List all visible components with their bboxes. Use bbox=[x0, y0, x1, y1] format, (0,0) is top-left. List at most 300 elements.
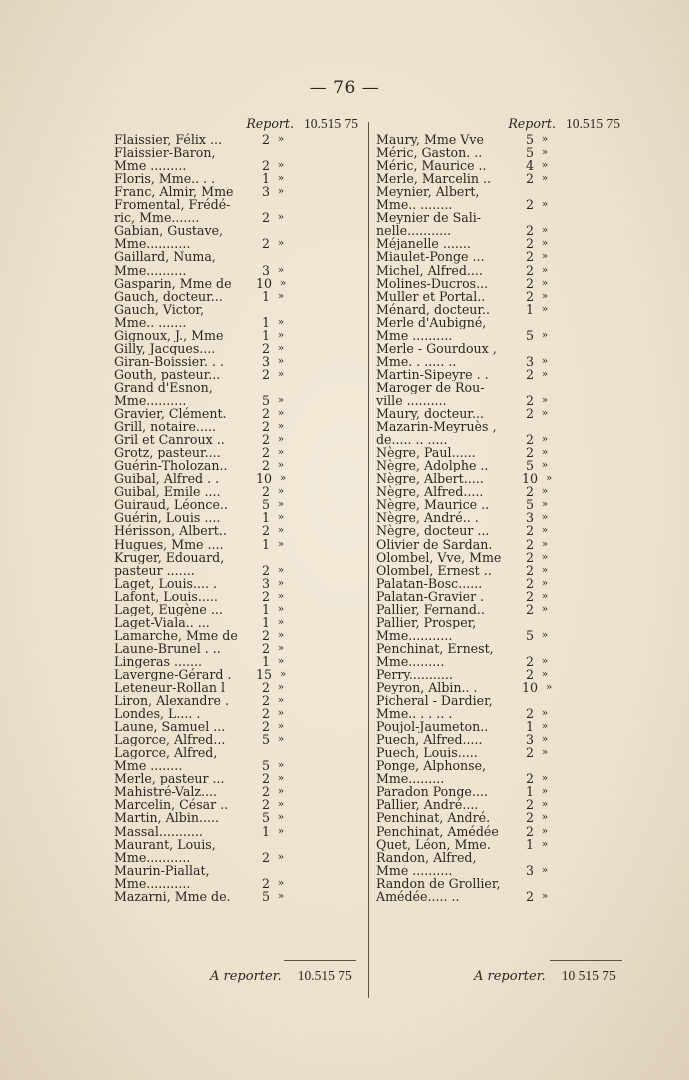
centimes-mark bbox=[534, 616, 556, 629]
list-item bbox=[376, 707, 620, 720]
subscriber-name: Mme. . ..... .. bbox=[376, 354, 457, 368]
right-column bbox=[376, 117, 620, 903]
donation-amount: 5 bbox=[261, 810, 270, 826]
donation-amount: 2 bbox=[261, 158, 270, 174]
donation-amount: 2 bbox=[525, 484, 534, 500]
donation-amount: 2 bbox=[525, 666, 534, 682]
list-item bbox=[114, 811, 362, 824]
list-item bbox=[114, 237, 362, 250]
subscriber-name: Mahistré-Valz.... bbox=[114, 785, 217, 799]
subscriber-name: Palatan-Bosc...... bbox=[376, 576, 483, 590]
list-item bbox=[376, 838, 620, 851]
donation-amount: 2 bbox=[525, 223, 534, 239]
subscriber-name: Mme........... bbox=[376, 628, 453, 642]
centimes-mark: » bbox=[541, 602, 549, 615]
total-rule-right bbox=[550, 960, 622, 961]
subscriber-name: Flaissier, Félix ... bbox=[114, 133, 223, 147]
centimes-mark: » bbox=[541, 224, 549, 237]
list-item bbox=[114, 707, 362, 720]
list-item bbox=[114, 329, 362, 342]
donation-amount: 2 bbox=[525, 588, 534, 604]
carry-total: 10.515 75 bbox=[297, 968, 352, 983]
centimes-mark: » bbox=[277, 615, 285, 628]
report-total: 10.515 75 bbox=[304, 116, 358, 131]
centimes-mark bbox=[534, 642, 556, 655]
donation-amount: 2 bbox=[525, 236, 534, 252]
centimes-mark: » bbox=[277, 576, 285, 589]
subscriber-name: Pallier, André.... bbox=[376, 798, 479, 812]
list-item bbox=[376, 290, 620, 303]
donation-amount: 5 bbox=[525, 145, 534, 161]
list-item bbox=[114, 694, 362, 707]
list-item bbox=[114, 551, 362, 564]
centimes-mark: » bbox=[277, 159, 285, 172]
centimes-mark: » bbox=[541, 367, 549, 380]
list-item bbox=[114, 655, 362, 668]
donation-amount: 2 bbox=[525, 575, 534, 591]
subscriber-name: Penchinat, Amédée bbox=[376, 824, 499, 838]
donation-amount: 3 bbox=[525, 732, 534, 748]
donation-amount bbox=[522, 316, 534, 329]
list-item bbox=[376, 407, 620, 420]
donation-amount: 5 bbox=[525, 132, 534, 148]
list-item bbox=[376, 198, 620, 211]
subscriber-name: Grotz, pasteur.... bbox=[114, 446, 221, 460]
subscriber-name: Méric, Gaston. .. bbox=[376, 146, 483, 160]
list-item bbox=[376, 368, 620, 381]
subscriber-name: Nègre, docteur ... bbox=[376, 524, 490, 538]
subscriber-name: Mme ......... bbox=[114, 159, 187, 173]
centimes-mark: » bbox=[277, 589, 285, 602]
donation-amount: 5 bbox=[525, 458, 534, 474]
donation-amount: 10 bbox=[256, 275, 273, 291]
list-item bbox=[114, 746, 362, 759]
left-column bbox=[114, 117, 362, 903]
list-item bbox=[376, 538, 620, 551]
subscriber-name: Merle, pasteur ... bbox=[114, 772, 225, 786]
donation-amount: 1 bbox=[525, 836, 534, 852]
subscriber-name: Mme......... bbox=[376, 772, 445, 786]
donation-amount: 2 bbox=[525, 653, 534, 669]
donation-amount: 2 bbox=[525, 406, 534, 422]
centimes-mark: » bbox=[277, 694, 285, 707]
subscriber-name: Maurin-Piallat, bbox=[114, 863, 210, 877]
subscriber-name: Marcelin, César .. bbox=[114, 798, 229, 812]
centimes-mark: » bbox=[277, 772, 285, 785]
centimes-mark: » bbox=[277, 850, 285, 863]
donation-amount: 2 bbox=[261, 588, 270, 604]
subscriber-name: Gasparin, Mme de bbox=[114, 276, 232, 290]
centimes-mark bbox=[534, 420, 556, 433]
centimes-mark: » bbox=[277, 315, 285, 328]
donation-amount: 3 bbox=[525, 510, 534, 526]
list-item bbox=[114, 798, 362, 811]
list-item bbox=[114, 446, 362, 459]
donation-amount: 2 bbox=[525, 523, 534, 539]
subscriber-list-left bbox=[114, 133, 362, 903]
list-item bbox=[114, 564, 362, 577]
report-line-left bbox=[114, 117, 362, 130]
centimes-mark bbox=[270, 303, 292, 316]
centimes-mark: » bbox=[541, 889, 549, 902]
list-item bbox=[114, 733, 362, 746]
centimes-mark: » bbox=[277, 446, 285, 459]
donation-amount bbox=[256, 551, 270, 564]
donation-amount bbox=[256, 250, 270, 263]
subscriber-name: Pallier, Prosper, bbox=[376, 615, 477, 629]
subscriber-name: Martin, Albin..... bbox=[114, 811, 219, 825]
subscriber-name: Maury, Mme Vve bbox=[376, 133, 484, 147]
list-item bbox=[114, 538, 362, 551]
centimes-mark bbox=[534, 877, 556, 890]
centimes-mark: » bbox=[277, 628, 285, 641]
subscriber-name: Guibal, Emile .... bbox=[114, 485, 221, 499]
centimes-mark: » bbox=[541, 172, 549, 185]
donation-amount: 2 bbox=[261, 640, 270, 656]
subscriber-name: Nègre, Maurice .. bbox=[376, 498, 490, 512]
donation-amount: 2 bbox=[261, 236, 270, 252]
centimes-mark: » bbox=[277, 602, 285, 615]
subscriber-name: Mme .......... bbox=[376, 328, 453, 342]
list-item bbox=[114, 146, 362, 159]
list-item bbox=[376, 864, 620, 877]
centimes-mark: » bbox=[541, 263, 549, 276]
subscriber-name: Nègre, Paul...... bbox=[376, 446, 476, 460]
donation-amount: 2 bbox=[261, 849, 270, 865]
centimes-mark: » bbox=[277, 654, 285, 667]
subscriber-name: Gouth, pasteur... bbox=[114, 367, 221, 381]
donation-amount: 2 bbox=[261, 693, 270, 709]
donation-amount: 1 bbox=[261, 314, 270, 330]
list-item bbox=[114, 316, 362, 329]
list-item bbox=[376, 524, 620, 537]
donation-amount: 1 bbox=[261, 653, 270, 669]
list-item bbox=[114, 472, 362, 485]
centimes-mark bbox=[270, 198, 292, 211]
donation-amount: 2 bbox=[525, 171, 534, 187]
subscriber-name: nelle........... bbox=[376, 224, 452, 238]
centimes-mark bbox=[534, 185, 556, 198]
list-item bbox=[376, 185, 620, 198]
centimes-mark: » bbox=[277, 172, 285, 185]
donation-amount: 2 bbox=[525, 810, 534, 826]
subscriber-name: Olivier de Sardan. bbox=[376, 537, 493, 551]
list-item bbox=[114, 890, 362, 903]
list-item bbox=[376, 616, 620, 629]
donation-amount: 3 bbox=[261, 184, 270, 200]
subscriber-name: Randon de Grollier, bbox=[376, 876, 501, 890]
list-item bbox=[376, 564, 620, 577]
list-item bbox=[376, 694, 620, 707]
donation-amount: 2 bbox=[525, 823, 534, 839]
list-item bbox=[114, 290, 362, 303]
donation-amount: 2 bbox=[525, 197, 534, 213]
centimes-mark: » bbox=[277, 707, 285, 720]
subscriber-name: Gravier, Clément. bbox=[114, 407, 227, 421]
donation-amount: 2 bbox=[261, 419, 270, 435]
subscriber-name: Michel, Alfred.... bbox=[376, 263, 483, 277]
list-item bbox=[376, 211, 620, 224]
subscriber-name: Gril et Canroux .. bbox=[114, 433, 225, 447]
list-item bbox=[376, 264, 620, 277]
donation-amount: 4 bbox=[525, 158, 534, 174]
centimes-mark: » bbox=[279, 276, 287, 289]
list-item bbox=[114, 511, 362, 524]
carry-forward-left bbox=[210, 968, 352, 984]
centimes-mark: » bbox=[279, 667, 287, 680]
centimes-mark: » bbox=[277, 889, 285, 902]
centimes-mark: » bbox=[541, 654, 549, 667]
list-item bbox=[114, 407, 362, 420]
subscriber-name: Mme........... bbox=[114, 850, 191, 864]
subscriber-name: Palatan-Gravier . bbox=[376, 589, 485, 603]
subscriber-name: Lafont, Louis..... bbox=[114, 589, 218, 603]
centimes-mark: » bbox=[277, 511, 285, 524]
donation-amount: 2 bbox=[261, 680, 270, 696]
subscriber-name: ric, Mme....... bbox=[114, 211, 200, 225]
list-item bbox=[114, 498, 362, 511]
centimes-mark bbox=[270, 224, 292, 237]
donation-amount: 2 bbox=[525, 432, 534, 448]
report-label: Report. bbox=[246, 116, 294, 131]
subscriber-name: Guérin, Louis .... bbox=[114, 511, 221, 525]
centimes-mark: » bbox=[541, 159, 549, 172]
centimes-mark: » bbox=[277, 485, 285, 498]
centimes-mark: » bbox=[541, 250, 549, 263]
list-item bbox=[376, 420, 620, 433]
list-item bbox=[114, 877, 362, 890]
subscriber-name: Liron, Alexandre . bbox=[114, 694, 229, 708]
centimes-mark: » bbox=[277, 563, 285, 576]
donation-amount: 2 bbox=[525, 706, 534, 722]
centimes-mark bbox=[534, 316, 556, 329]
list-item bbox=[376, 472, 620, 485]
centimes-mark: » bbox=[277, 876, 285, 889]
subscriber-name: Mme......... bbox=[376, 654, 445, 668]
list-item bbox=[114, 381, 362, 394]
centimes-mark bbox=[270, 838, 292, 851]
list-item bbox=[376, 303, 620, 316]
centimes-mark: » bbox=[541, 289, 549, 302]
centimes-mark bbox=[534, 342, 556, 355]
report-line-right bbox=[376, 117, 620, 130]
subscriber-name: Laget, Louis.... . bbox=[114, 576, 218, 590]
list-item bbox=[114, 133, 362, 146]
centimes-mark: » bbox=[545, 681, 553, 694]
list-item bbox=[114, 759, 362, 772]
list-item bbox=[114, 264, 362, 277]
donation-amount: 1 bbox=[261, 601, 270, 617]
donation-amount: 1 bbox=[525, 784, 534, 800]
centimes-mark: » bbox=[541, 407, 549, 420]
list-item bbox=[114, 825, 362, 838]
donation-amount: 2 bbox=[525, 745, 534, 761]
list-item bbox=[114, 394, 362, 407]
carry-forward-right bbox=[474, 968, 616, 984]
donation-amount bbox=[522, 342, 534, 355]
donation-amount: 3 bbox=[525, 353, 534, 369]
donation-amount: 10 bbox=[522, 680, 539, 696]
centimes-mark: » bbox=[545, 472, 553, 485]
centimes-mark: » bbox=[541, 511, 549, 524]
centimes-mark: » bbox=[541, 393, 549, 406]
donation-amount: 10 bbox=[522, 471, 539, 487]
centimes-mark: » bbox=[277, 733, 285, 746]
donation-amount: 1 bbox=[261, 327, 270, 343]
centimes-mark: » bbox=[277, 537, 285, 550]
donation-amount: 2 bbox=[525, 366, 534, 382]
centimes-mark: » bbox=[277, 367, 285, 380]
list-item bbox=[376, 224, 620, 237]
donation-amount: 2 bbox=[525, 288, 534, 304]
donation-amount: 2 bbox=[261, 340, 270, 356]
donation-amount: 2 bbox=[525, 536, 534, 552]
subscriber-name: Gaillard, Numa, bbox=[114, 250, 216, 264]
subscriber-name: Londes, L.... . bbox=[114, 707, 201, 721]
donation-amount: 1 bbox=[261, 510, 270, 526]
donation-amount: 2 bbox=[261, 706, 270, 722]
donation-amount bbox=[522, 616, 534, 629]
centimes-mark: » bbox=[541, 485, 549, 498]
centimes-mark: » bbox=[277, 263, 285, 276]
centimes-mark: » bbox=[541, 628, 549, 641]
subscriber-name: Ponge, Alphonse, bbox=[376, 759, 487, 773]
list-item bbox=[114, 524, 362, 537]
list-item bbox=[376, 759, 620, 772]
centimes-mark: » bbox=[541, 785, 549, 798]
centimes-mark: » bbox=[541, 720, 549, 733]
subscriber-name: Lagorce, Alfred... bbox=[114, 733, 226, 747]
donation-amount: 3 bbox=[261, 353, 270, 369]
list-item bbox=[114, 211, 362, 224]
subscriber-name: Maurant, Louis, bbox=[114, 837, 216, 851]
centimes-mark bbox=[270, 551, 292, 564]
list-item bbox=[114, 250, 362, 263]
donation-amount: 5 bbox=[525, 497, 534, 513]
subscriber-name: pasteur ....... bbox=[114, 563, 195, 577]
list-item bbox=[376, 433, 620, 446]
donation-amount bbox=[522, 851, 534, 864]
subscriber-name: Maroger de Rou- bbox=[376, 380, 485, 394]
subscriber-name: Peyron, Albin.. . bbox=[376, 681, 478, 695]
list-item bbox=[376, 446, 620, 459]
donation-amount: 1 bbox=[525, 301, 534, 317]
subscriber-name: Guibal, Alfred . . bbox=[114, 472, 220, 486]
centimes-mark: » bbox=[277, 459, 285, 472]
list-item bbox=[114, 342, 362, 355]
centimes-mark: » bbox=[541, 811, 549, 824]
centimes-mark: » bbox=[277, 211, 285, 224]
total-rule-left bbox=[284, 960, 356, 961]
centimes-mark: » bbox=[541, 746, 549, 759]
centimes-mark: » bbox=[277, 289, 285, 302]
donation-amount: 2 bbox=[261, 484, 270, 500]
donation-amount: 3 bbox=[261, 575, 270, 591]
subscriber-name: Lamarche, Mme de bbox=[114, 628, 238, 642]
donation-amount: 2 bbox=[261, 627, 270, 643]
subscriber-name: Miaulet-Ponge ... bbox=[376, 250, 485, 264]
subscriber-name: Mme........... bbox=[114, 876, 191, 890]
centimes-mark: » bbox=[277, 185, 285, 198]
report-label: Report. bbox=[508, 116, 556, 131]
list-item bbox=[114, 864, 362, 877]
centimes-mark: » bbox=[541, 837, 549, 850]
list-item bbox=[114, 642, 362, 655]
centimes-mark: » bbox=[277, 798, 285, 811]
centimes-mark bbox=[270, 746, 292, 759]
donation-amount: 2 bbox=[525, 275, 534, 291]
centimes-mark: » bbox=[541, 133, 549, 146]
list-item bbox=[376, 511, 620, 524]
subscriber-name: Quet, Léon, Mme. bbox=[376, 837, 491, 851]
centimes-mark: » bbox=[279, 472, 287, 485]
subscriber-name: Grill, notaire..... bbox=[114, 420, 216, 434]
centimes-mark: » bbox=[541, 276, 549, 289]
subscriber-name: Merle d'Aubigné, bbox=[376, 315, 487, 329]
subscriber-name: Martin-Sipeyre . . bbox=[376, 367, 489, 381]
list-item bbox=[376, 551, 620, 564]
centimes-mark: » bbox=[541, 563, 549, 576]
list-item bbox=[376, 485, 620, 498]
centimes-mark: » bbox=[277, 133, 285, 146]
list-item bbox=[376, 851, 620, 864]
carry-label: A reporter. bbox=[474, 969, 546, 984]
subscriber-name: Gabian, Gustave, bbox=[114, 224, 224, 238]
list-item bbox=[376, 798, 620, 811]
list-item bbox=[114, 629, 362, 642]
list-item bbox=[114, 485, 362, 498]
centimes-mark bbox=[534, 694, 556, 707]
subscriber-name: Mme ........ bbox=[114, 759, 183, 773]
subscriber-name: Franc, Almir, Mme bbox=[114, 185, 234, 199]
centimes-mark: » bbox=[541, 824, 549, 837]
list-item bbox=[114, 159, 362, 172]
donation-amount: 2 bbox=[261, 406, 270, 422]
centimes-mark: » bbox=[277, 498, 285, 511]
donation-amount: 2 bbox=[525, 249, 534, 265]
list-item bbox=[114, 681, 362, 694]
subscriber-name: Paradon Ponge.... bbox=[376, 785, 488, 799]
subscriber-name: Méric, Maurice .. bbox=[376, 159, 487, 173]
list-item bbox=[376, 733, 620, 746]
centimes-mark: » bbox=[541, 433, 549, 446]
list-item bbox=[376, 316, 620, 329]
subscriber-name: Laune, Samuel ... bbox=[114, 720, 226, 734]
centimes-mark: » bbox=[541, 667, 549, 680]
list-item bbox=[114, 198, 362, 211]
centimes-mark: » bbox=[541, 798, 549, 811]
donation-amount: 2 bbox=[525, 771, 534, 787]
list-item bbox=[114, 851, 362, 864]
subscriber-name: Pallier, Fernand.. bbox=[376, 602, 485, 616]
subscriber-name: Kruger, Edouard, bbox=[114, 550, 225, 564]
list-item bbox=[376, 603, 620, 616]
subscriber-name: Lavergne-Gérard . bbox=[114, 667, 232, 682]
subscriber-name: Olombel, Ernest .. bbox=[376, 563, 492, 577]
list-item bbox=[376, 355, 620, 368]
list-item bbox=[376, 877, 620, 890]
subscriber-name: Mazarin-Meyruès , bbox=[376, 420, 497, 434]
page-number: — 76 — bbox=[309, 78, 380, 98]
centimes-mark: » bbox=[277, 328, 285, 341]
donation-amount: 5 bbox=[261, 732, 270, 748]
subscriber-name: Leteneur-Rollan l bbox=[114, 681, 226, 695]
donation-amount: 1 bbox=[261, 171, 270, 187]
subscriber-name: Méjanelle ....... bbox=[376, 237, 471, 251]
centimes-mark: » bbox=[277, 785, 285, 798]
list-item bbox=[376, 498, 620, 511]
donation-amount: 2 bbox=[261, 875, 270, 891]
